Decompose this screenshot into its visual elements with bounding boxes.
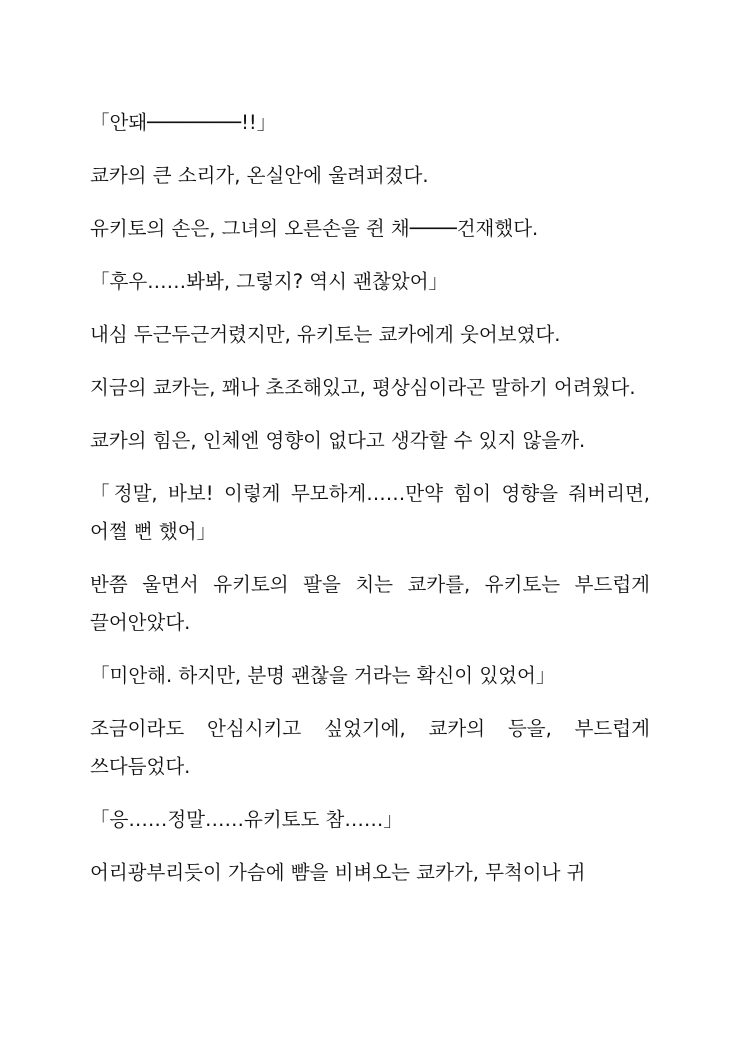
- paragraph: 「후우……봐봐, 그렇지? 역시 괜찮았어」: [90, 270, 449, 293]
- paragraph: 「미안해. 하지만, 분명 괜찮을 거라는 확신이 있었어」: [90, 664, 556, 687]
- paragraph: 쿄카의 큰 소리가, 온실안에 울려퍼졌다.: [90, 164, 429, 187]
- paragraph: 내심 두근두근거렸지만, 유키토는 쿄카에게 웃어보였다.: [90, 323, 561, 346]
- paragraph: 어리광부리듯이 가슴에 뺨을 비벼오는 쿄카가, 무척이나 귀: [90, 861, 586, 884]
- paragraph: 「안돼────────!!」: [90, 111, 277, 134]
- paragraph: 지금의 쿄카는, 꽤나 초조해있고, 평상심이라곤 말하기 어려웠다.: [90, 376, 636, 399]
- paragraph: 「응……정말……유키토도 참……」: [90, 808, 403, 831]
- paragraph: 「정말, 바보! 이렇게 무모하게……만약 힘이 영향을 줘버리면, 어쩔 뻔 했어」: [90, 482, 657, 543]
- paragraph: 유키토의 손은, 그녀의 오른손을 쥔 채────건재했다.: [90, 217, 539, 240]
- paragraph: 조금이라도 안심시키고 싶었기에, 쿄카의 등을, 부드럽게 쓰다듬었다.: [90, 717, 657, 778]
- paragraph: 쿄카의 힘은, 인체엔 영향이 없다고 생각할 수 있지 않을까.: [90, 429, 586, 452]
- paragraph: 반쯤 울면서 유키토의 팔을 치는 쿄카를, 유키토는 부드럽게 끌어안았다.: [90, 573, 657, 634]
- document-page: [90, 104, 657, 907]
